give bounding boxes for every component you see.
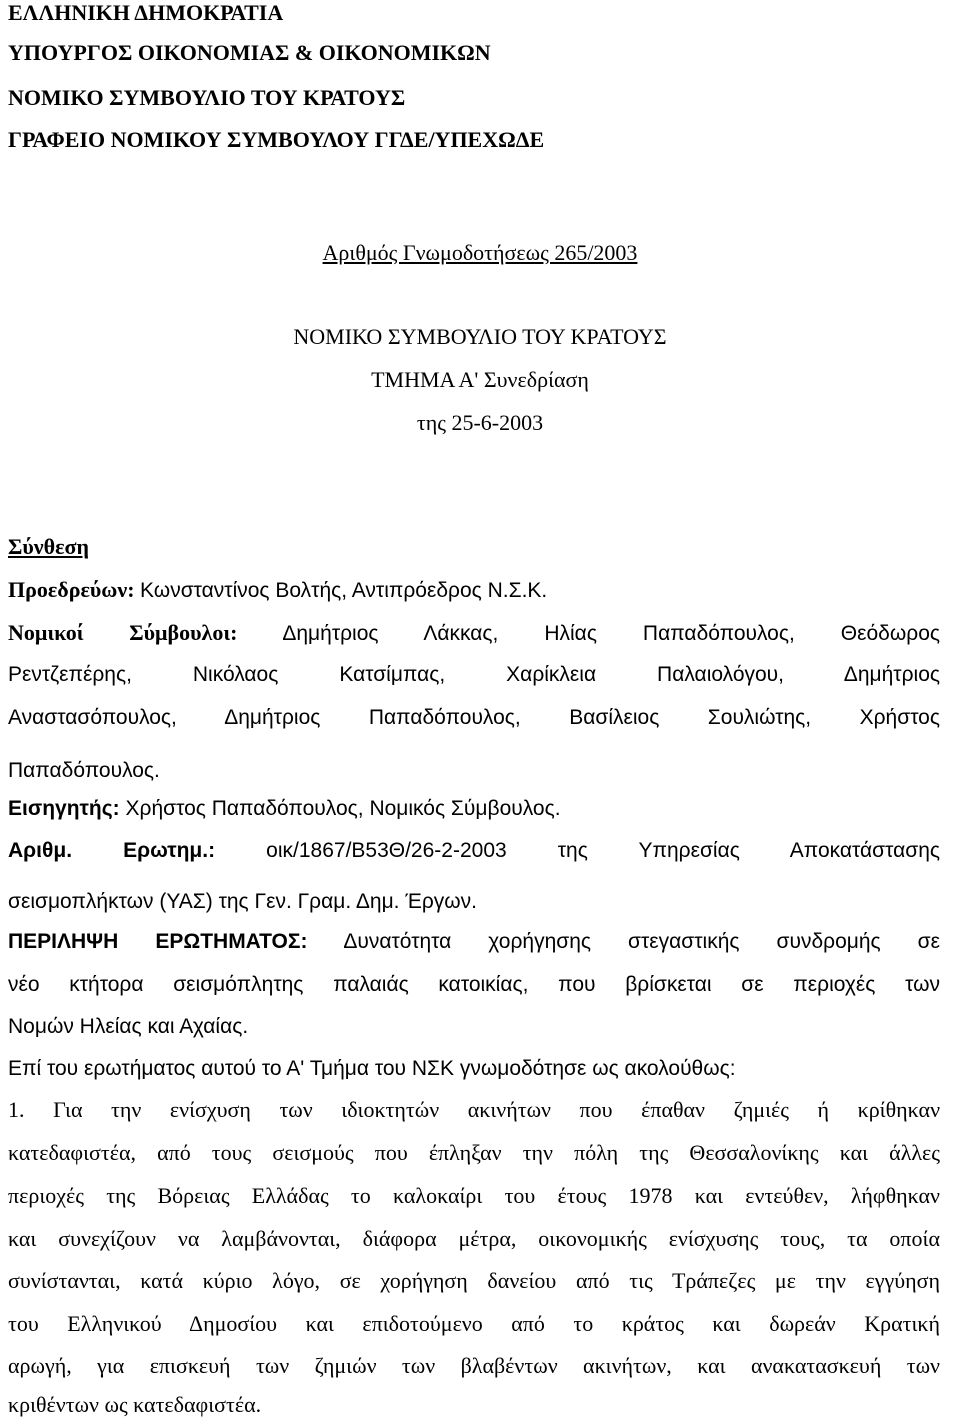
question-number-label: Αριθμ. Ερωτημ.: [8, 839, 216, 862]
summary-line-2: νέο κτήτορα σεισμόπλητης παλαιάς κατοικίας, που βρίσκεται σε περιοχές των [8, 973, 940, 996]
advisors-line-3: Αναστασόπουλος, Δημήτριος Παπαδόπουλος, Βασίλειος Σουλιώτης, Χρήστος [8, 706, 940, 729]
summary-line-1 [8, 931, 940, 952]
advisors-names-1: Δημήτριος Λάκκας, Ηλίας Παπαδόπουλος, Θεόδωρος [282, 622, 941, 645]
rapporteur-label: Εισηγητής: [8, 797, 120, 820]
body-line-7: αρωγή, για επισκευή των ζημιών των βλαβέντων ακινήτων, και ανακατασκευή των [8, 1353, 940, 1378]
summary-text-1: Δυνατότητα χορήγησης στεγαστικής συνδρομής σε [343, 930, 940, 953]
chair-line [8, 579, 547, 601]
advisors-label: Νομικοί Σύμβουλοι: [8, 620, 238, 645]
council-name: ΝΟΜΙΚΟ ΣΥΜΒΟΥΛΙΟ ΤΟΥ ΚΡΑΤΟΥΣ [293, 324, 667, 349]
session-title: ΤΜΗΜΑ Α' Συνεδρίαση [371, 367, 589, 392]
session-date: της 25-6-2003 [416, 410, 544, 435]
advisors-line-1 [8, 622, 940, 644]
summary-line-3: Νομών Ηλείας και Αχαίας. [8, 1015, 249, 1038]
advisors-line-2: Ρεντζεπέρης, Νικόλαος Κατσίμπας, Χαρίκλεια Παλαιολόγου, Δημήτριος [8, 663, 940, 686]
header-line-council: ΝΟΜΙΚΟ ΣΥΜΒΟΥΛΙΟ ΤΟΥ ΚΡΑΤΟΥΣ [8, 85, 406, 110]
rapporteur-line [8, 798, 561, 819]
body-text-1: Για την ενίσχυση των ιδιοκτητών ακινήτων που έπαθαν ζημιές ή κρίθηκαν [53, 1097, 941, 1122]
rapporteur-value: Χρήστος Παπαδόπουλος, Νομικός Σύμβουλος. [125, 797, 561, 820]
opinion-number: Αριθμός Γνωμοδοτήσεως 265/2003 [322, 240, 638, 265]
header-line-office: ΓΡΑΦΕΙΟ ΝΟΜΙΚΟΥ ΣΥΜΒΟΥΛΟΥ ΓΓΔΕ/ΥΠΕΧΩΔΕ [8, 127, 545, 152]
chair-label: Προεδρεύων: [8, 577, 135, 602]
body-line-2: κατεδαφιστέα, από τους σεισμούς που έπληξαν την πόλη της Θεσσαλονίκης και άλλες [8, 1140, 940, 1165]
composition-heading: Σύνθεση [8, 534, 89, 559]
question-number-line-1 [8, 840, 940, 861]
body-line-8: κριθέντων ως κατεδαφιστέα. [8, 1392, 262, 1417]
question-number-value: οικ/1867/Β53Θ/26-2-2003 της Υπηρεσίας Αποκατάστασης [266, 839, 941, 862]
body-line-4: και συνεχίζουν να λαμβάνονται, διάφορα μέτρα, οικονομικής ενίσχυσης τους, τα οποία [8, 1226, 940, 1251]
body-line-6: του Ελληνικού Δημοσίου και επιδοτούμενο από το κράτος και δωρεάν Κρατική [8, 1311, 940, 1336]
opinion-intro: Επί του ερωτήματος αυτού το Α' Τμήμα του ΝΣΚ γνωμοδότησε ως ακολούθως: [8, 1057, 736, 1080]
question-number-line-2: σεισμοπλήκτων (ΥΑΣ) της Γεν. Γραμ. Δημ. Έργων. [8, 890, 477, 913]
paragraph-number: 1. [8, 1097, 25, 1122]
body-line-5: συνίστανται, κατά κύριο λόγο, σε χορήγηση δανείου από τις Τράπεζες με την εγγύηση [8, 1268, 940, 1293]
header-line-ministry: ΥΠΟΥΡΓΟΣ ΟΙΚΟΝΟΜΙΑΣ & ΟΙΚΟΝΟΜΙΚΩΝ [8, 40, 491, 65]
body-line-3: περιοχές της Βόρειας Ελλάδας το καλοκαίρι του έτους 1978 και εντεύθεν, λήφθηκαν [8, 1183, 940, 1208]
header-line-republic: ΕΛΛΗΝΙΚΗ ΔΗΜΟΚΡΑΤΙΑ [8, 0, 284, 25]
chair-value: Κωνσταντίνος Βολτής, Αντιπρόεδρος Ν.Σ.Κ. [140, 579, 548, 602]
body-line-1 [8, 1099, 940, 1121]
advisors-line-4: Παπαδόπουλος. [8, 759, 160, 782]
summary-label: ΠΕΡΙΛΗΨΗ ΕΡΩΤΗΜΑΤΟΣ: [8, 930, 308, 953]
